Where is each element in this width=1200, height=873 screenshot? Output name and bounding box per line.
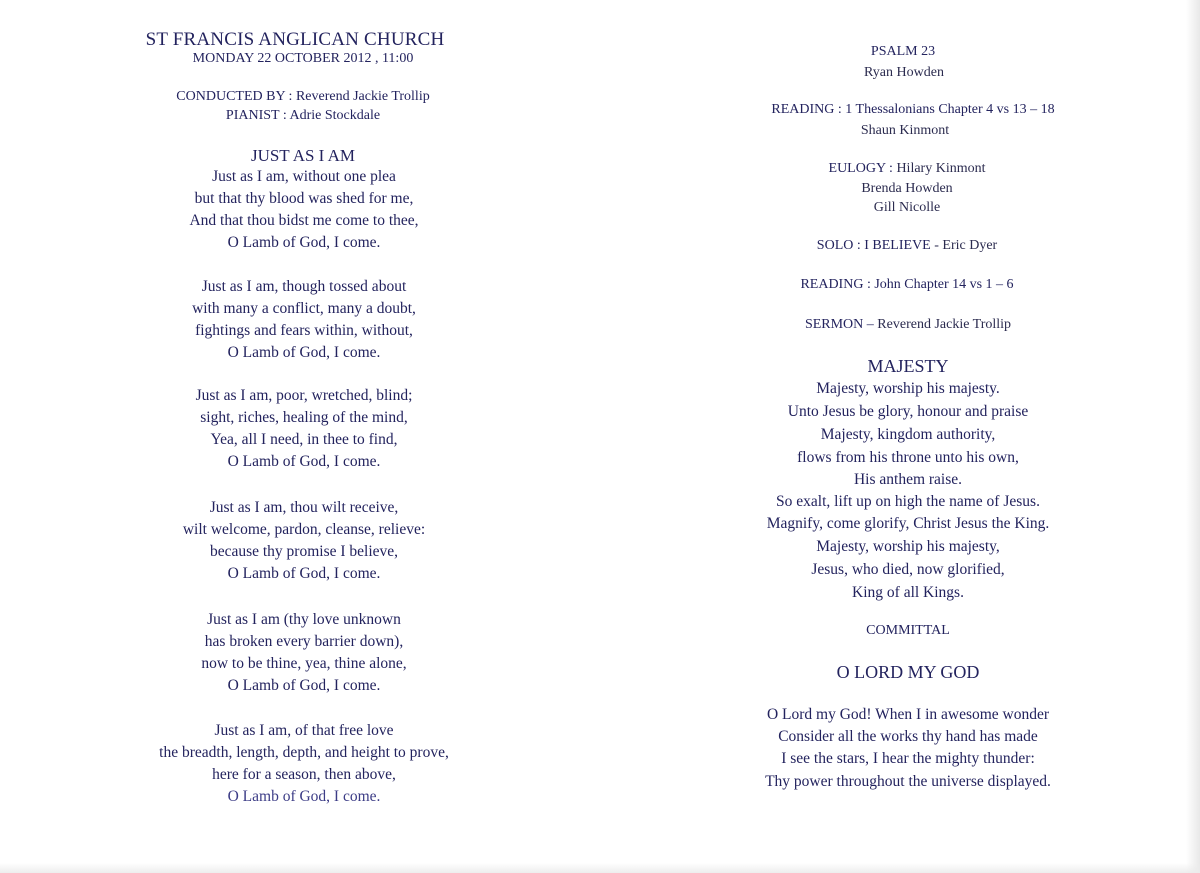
reading-2-label: READING : [800, 277, 871, 292]
majesty-line: King of all Kings. [852, 584, 964, 601]
pianist-name: Adrie Stockdale [289, 108, 381, 123]
verse-line: Just as I am, though tossed about [201, 278, 407, 295]
verse-line: O Lamb of God, I come. [227, 788, 381, 805]
lord-line: O Lord my God! When I in awesome wonder [766, 706, 1050, 723]
verse-line: Just as I am, poor, wretched, blind; [195, 387, 413, 404]
solo-singer: - Eric Dyer [934, 238, 998, 253]
majesty-line: flows from his throne unto his own, [797, 449, 1019, 466]
majesty-line: Majesty, kingdom authority, [820, 426, 996, 443]
page-bottom-shadow [0, 863, 1200, 873]
conducted-by-name: Reverend Jackie Trollip [295, 89, 430, 104]
majesty-line: Majesty, worship his majesty, [816, 538, 1000, 555]
pianist-label: PIANIST : [225, 108, 287, 123]
verse-line: Just as I am (thy love unknown [207, 611, 401, 628]
verse-line: O Lamb of God, I come. [227, 677, 381, 694]
lord-line: Consider all the works thy hand has made [778, 728, 1038, 745]
reading-2 [800, 278, 1013, 292]
verse-line: O Lamb of God, I come. [227, 565, 381, 582]
solo [817, 239, 997, 253]
majesty-line: Jesus, who died, now glorified, [811, 561, 1005, 578]
conducted-by [176, 90, 429, 104]
majesty-line: So exalt, lift up on high the name of Jesus. [776, 493, 1040, 510]
eulogy-speaker: Brenda Howden [861, 181, 953, 196]
verse-line: with many a conflict, many a doubt, [192, 300, 416, 317]
left-page [0, 0, 580, 873]
reading-1-label: READING : [771, 102, 842, 117]
verse-line: O Lamb of God, I come. [227, 234, 381, 251]
psalm-label: PSALM 23 [870, 44, 936, 59]
verse-line: Yea, all I need, in thee to find, [210, 431, 398, 448]
verse-line: has broken every barrier down), [204, 633, 404, 650]
committal-label: COMMITTAL [866, 623, 950, 638]
verse-line: fightings and fears within, without, [195, 322, 413, 339]
verse-line: here for a season, then above, [212, 766, 396, 783]
verse-line: O Lamb of God, I come. [227, 344, 381, 361]
eulogy [829, 162, 986, 176]
verse-line: wilt welcome, pardon, cleanse, relieve: [182, 521, 426, 538]
reading-2-passage: John Chapter 14 vs 1 – 6 [874, 277, 1014, 292]
solo-song: I BELIEVE [864, 238, 931, 253]
majesty-line: His anthem raise. [853, 471, 963, 488]
verse-line: now to be thine, yea, thine alone, [201, 655, 407, 672]
church-name: ST FRANCIS ANGLICAN CHURCH [145, 29, 445, 50]
solo-label: SOLO : [816, 238, 861, 253]
verse-line: And that thou bidst me come to thee, [189, 212, 419, 229]
lord-line: Thy power throughout the universe displayed. [765, 773, 1051, 790]
reading-1-reader: Shaun Kinmont [860, 123, 950, 138]
verse-line: sight, riches, healing of the mind, [200, 409, 408, 426]
sermon [805, 318, 1011, 332]
majesty-line: Majesty, worship his majesty. [816, 380, 1000, 397]
page-edge-shadow [1186, 0, 1200, 873]
verse-line: O Lamb of God, I come. [227, 453, 381, 470]
verse-line: because thy promise I believe, [209, 543, 399, 560]
sermon-label: SERMON – [804, 317, 874, 332]
eulogy-label: EULOGY : [828, 161, 893, 176]
verse-line: the breadth, length, depth, and height to prove, [159, 744, 449, 761]
lord-line: I see the stars, I hear the mighty thunder: [781, 750, 1035, 767]
reading-1 [771, 103, 1054, 117]
majesty-title: MAJESTY [867, 356, 949, 376]
sermon-speaker: Reverend Jackie Trollip [877, 317, 1012, 332]
psalm-reader: Ryan Howden [864, 65, 944, 80]
majesty-line: Unto Jesus be glory, honour and praise [787, 403, 1029, 420]
right-page [600, 0, 1200, 873]
eulogy-speaker: Gill Nicolle [873, 200, 941, 215]
lord-title: O LORD MY GOD [836, 662, 980, 682]
reading-1-passage: 1 Thessalonians Chapter 4 vs 13 – 18 [845, 102, 1055, 117]
conducted-by-label: CONDUCTED BY : [176, 89, 293, 104]
hymn-title: JUST AS I AM [250, 146, 356, 165]
verse-line: Just as I am, thou wilt receive, [209, 499, 399, 516]
verse-line: Just as I am, of that free love [214, 722, 394, 739]
verse-line: Just as I am, without one plea [212, 168, 396, 185]
service-date: MONDAY 22 OCTOBER 2012 , 11:00 [192, 51, 414, 66]
pianist [226, 109, 380, 123]
majesty-line: Magnify, come glorify, Christ Jesus the King. [766, 515, 1050, 532]
verse-line: but that thy blood was shed for me, [194, 190, 414, 207]
eulogy-speaker: Hilary Kinmont [896, 161, 986, 176]
